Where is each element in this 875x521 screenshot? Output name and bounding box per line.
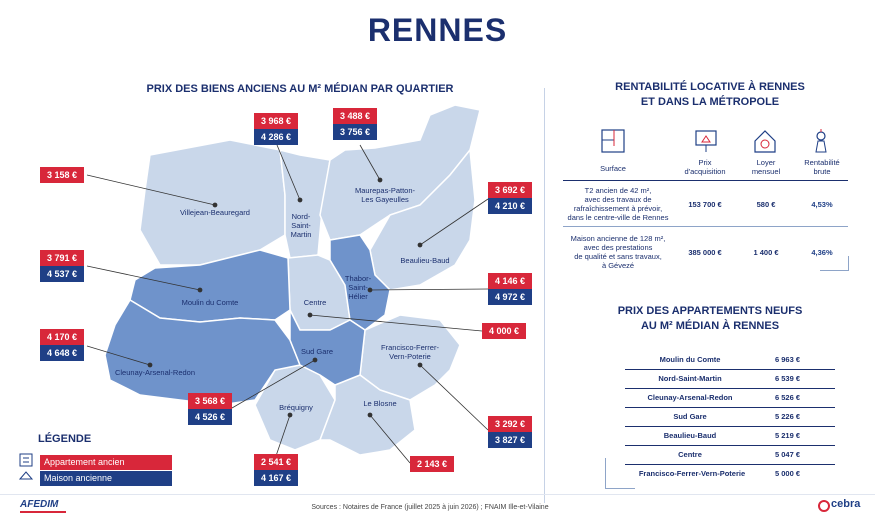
divider	[544, 88, 545, 503]
price-tag-icon	[693, 128, 719, 154]
price-maurepas-maison: 3 756 €	[333, 124, 377, 140]
price-beaulieu-maison: 4 210 €	[488, 198, 532, 214]
row2-prix: 385 000 €	[688, 248, 722, 257]
row2-rentabilite: 4,36%	[811, 248, 833, 257]
label-nord-saint-martin: Nord- Saint- Martin	[290, 212, 312, 239]
header-loyer: Loyer mensuel	[751, 158, 781, 176]
row2-loyer: 1 400 €	[753, 248, 779, 257]
building-icon	[18, 452, 36, 482]
afedim-logo: AFEDIM	[20, 499, 59, 510]
table-row: Cleunay-Arsenal-Redon 6 526 €	[625, 388, 835, 408]
table-row: Francisco-Ferrer-Vern-Poterie 5 000 €	[638, 469, 801, 478]
label-thabor: Thabor- Saint- Hélier	[344, 274, 372, 301]
label-centre: Centre	[303, 298, 327, 307]
price-sudgare-appartement: 3 568 €	[188, 393, 232, 409]
row2-surface: Maison ancienne de 128 m², avec des prestations de qualité et sans travaux, à Gévezé	[570, 234, 666, 270]
table-row: Nord-Saint-Martin 6 539 €	[625, 369, 835, 389]
label-cleunay: Cleunay-Arsenal-Redon	[114, 368, 196, 377]
price-brequigny-appartement: 2 541 €	[254, 454, 298, 470]
neufs-title: PRIX DES APPARTEMENTS NEUFS AU M² MÉDIAN À RENNES	[617, 305, 803, 332]
price-beaulieu-appartement: 3 692 €	[488, 182, 532, 198]
price-nord-maison: 4 286 €	[254, 129, 298, 145]
label-blosne: Le Blosne	[363, 399, 397, 408]
label-beaulieu: Beaulieu-Baud	[400, 256, 450, 265]
price-moulin-maison: 4 537 €	[40, 266, 84, 282]
row1-prix: 153 700 €	[688, 200, 722, 209]
header-prix: Prix d'acquisition	[684, 158, 726, 176]
label-moulin: Moulin du Comte	[181, 298, 239, 307]
price-francisco-maison: 3 827 €	[488, 432, 532, 448]
table-row: Beaulieu-Baud 5 219 €	[625, 426, 835, 446]
price-maurepas-appartement: 3 488 €	[333, 108, 377, 124]
price-sudgare-maison: 4 526 €	[188, 409, 232, 425]
table-row: Centre 5 047 €	[625, 445, 835, 465]
label-maurepas: Maurepas-Patton- Les Gayeulles	[354, 186, 416, 204]
cebra-logo: cebra	[831, 498, 861, 510]
row1-surface: T2 ancien de 42 m², avec des travaux de rafraîchissement à prévoir, dans le centre-ville de Rennes	[567, 186, 669, 222]
legend-maison: Maison ancienne	[40, 471, 172, 486]
label-villejean: Villejean-Beauregard	[180, 208, 250, 217]
sources-text: Sources : Notaires de France (juillet 2025 à juin 2026) ; FNAIM Ille-et-Vilaine	[311, 504, 549, 511]
price-brequigny-maison: 4 167 €	[254, 470, 298, 486]
neufs-table	[625, 350, 835, 485]
price-cleunay-maison: 4 648 €	[40, 345, 84, 361]
floorplan-icon	[600, 128, 626, 154]
label-francisco: Francisco-Ferrer- Vern-Poterie	[381, 343, 439, 361]
price-francisco-appartement: 3 292 €	[488, 416, 532, 432]
header-surface: Surface	[600, 164, 626, 173]
row1-rentabilite: 4,53%	[811, 200, 833, 209]
table-row: Sud Gare 5 226 €	[625, 407, 835, 427]
price-nord-appartement: 3 968 €	[254, 113, 298, 129]
rentabilite-title: RENTABILITÉ LOCATIVE À RENNES ET DANS LA MÉTROPOLE	[615, 81, 805, 108]
label-sudgare: Sud Gare	[300, 347, 334, 356]
map-section-title: PRIX DES BIENS ANCIENS AU M² MÉDIAN PAR QUARTIER	[146, 83, 454, 95]
price-thabor-appartement: 4 146 €	[488, 273, 532, 289]
legend-appartement: Appartement ancien	[40, 455, 172, 470]
price-blosne-appartement: 2 143 €	[410, 456, 454, 472]
district-villejean	[140, 140, 285, 265]
table-row: Moulin du Comte 6 963 €	[625, 350, 835, 370]
price-moulin-appartement: 3 791 €	[40, 250, 84, 266]
chess-piece-icon	[808, 128, 834, 154]
rent-house-icon	[752, 128, 778, 154]
label-brequigny: Bréquigny	[279, 403, 313, 412]
header-rentabilite: Rentabilité brute	[804, 158, 840, 176]
legend-title: LÉGENDE	[38, 433, 92, 445]
cebra-logo-mark	[817, 499, 831, 513]
price-centre-appartement: 4 000 €	[482, 323, 526, 339]
price-villejean-appartement: 3 158 €	[40, 167, 84, 183]
price-cleunay-appartement: 4 170 €	[40, 329, 84, 345]
page-title: RENNES	[367, 12, 508, 48]
price-thabor-maison: 4 972 €	[488, 289, 532, 305]
row1-loyer: 580 €	[756, 200, 776, 209]
